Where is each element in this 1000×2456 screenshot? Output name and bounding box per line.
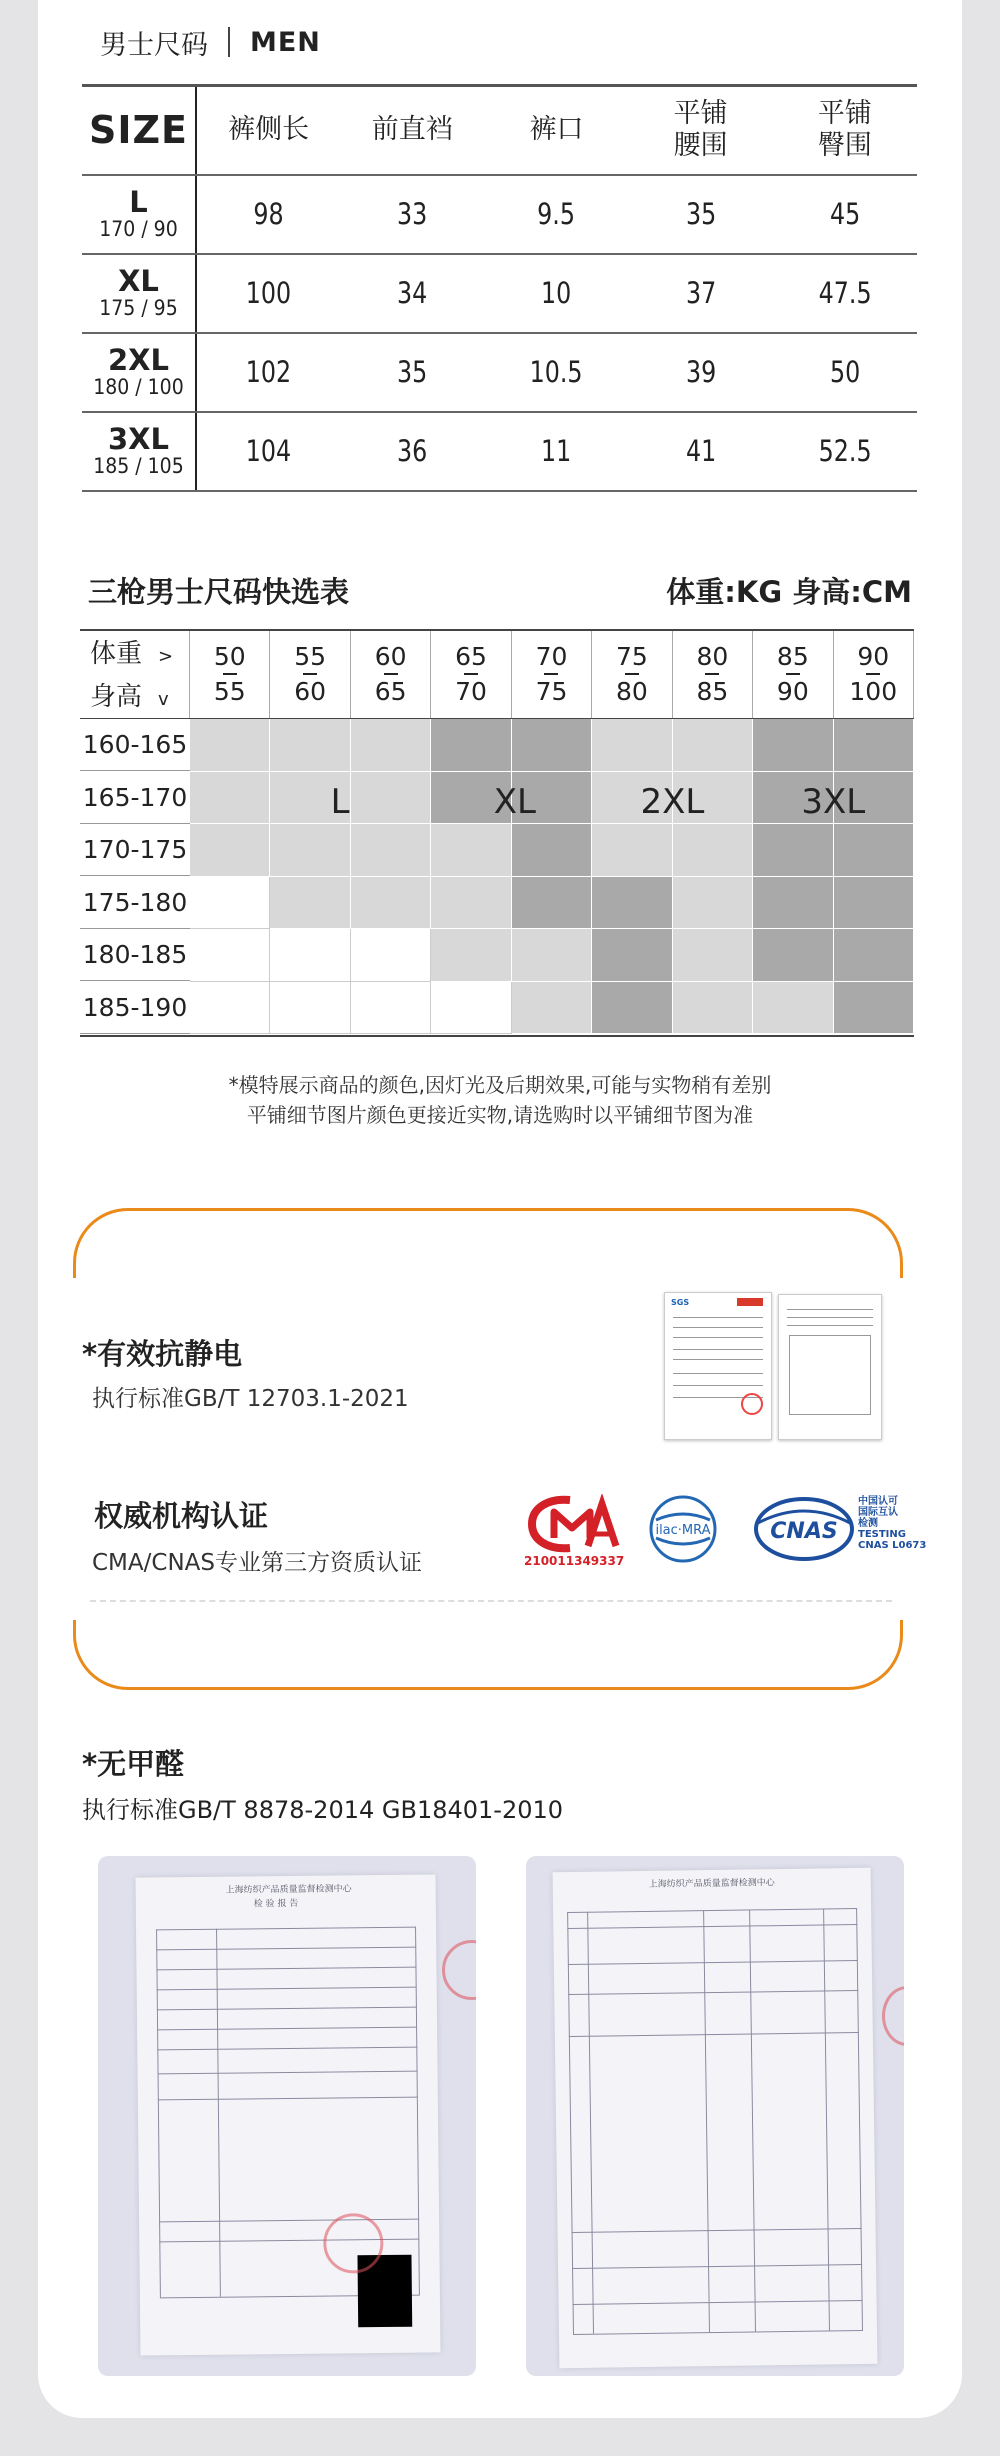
measure-column-header: 平铺 腰围 — [629, 86, 773, 175]
weight-min: 70 — [535, 642, 568, 671]
measure-value: 37 — [642, 254, 760, 333]
weight-range-header — [270, 630, 350, 719]
grid-corner — [80, 630, 190, 719]
measure-value: 45 — [786, 175, 904, 254]
weight-label: 体重 — [90, 639, 143, 669]
height-range-label: 180-185 — [80, 929, 190, 981]
weight-max: 85 — [696, 677, 729, 706]
measure-value: 35 — [642, 175, 760, 254]
measure-value: 10 — [497, 254, 615, 333]
size-fit: 175 / 95 — [99, 296, 178, 320]
size-cell — [351, 824, 431, 877]
size-fit: 170 / 90 — [99, 217, 178, 241]
orange-frame-top — [73, 1208, 903, 1278]
weight-min: 75 — [616, 642, 648, 671]
red-seal-icon — [741, 1393, 763, 1415]
measure-column-header: 前直裆 — [340, 86, 484, 175]
size-table-body — [82, 175, 917, 491]
weight-arrow-icon: > — [158, 646, 174, 667]
height-range-label: 170-175 — [80, 824, 190, 876]
size-cell — [351, 929, 431, 982]
size-cell — [512, 719, 592, 772]
size-fit: 185 / 105 — [93, 454, 184, 478]
height-range-label: 175-180 — [80, 877, 190, 929]
header-cn: 男士尺码 — [100, 29, 208, 61]
size-column-header: SIZE — [82, 86, 196, 175]
grid-rule — [80, 629, 914, 631]
size-zone-label: 3XL — [801, 782, 866, 822]
weight-range-header — [431, 630, 511, 719]
cert-desc: CMA/CNAS专业第三方资质认证 — [92, 1550, 422, 1576]
weight-min: 80 — [696, 642, 729, 671]
size-cell — [512, 929, 592, 982]
weight-min: 60 — [374, 642, 407, 671]
weight-min: 90 — [857, 642, 890, 671]
size-cell — [190, 877, 270, 930]
cma-logo-icon — [524, 1494, 620, 1556]
size-cell — [351, 982, 431, 1035]
weight-max: 75 — [535, 677, 568, 706]
size-cell — [592, 719, 672, 772]
measure-value: 34 — [353, 254, 471, 333]
weight-max: 90 — [776, 677, 809, 706]
size-cell — [82, 254, 196, 333]
measure-value: 52.5 — [786, 412, 904, 491]
size-cell — [753, 877, 833, 930]
size-cell — [673, 719, 753, 772]
measure-value: 39 — [642, 333, 760, 412]
ilac-logo-icon — [648, 1494, 718, 1564]
weight-min: 55 — [294, 642, 327, 671]
weight-max: 70 — [455, 677, 487, 706]
size-cell — [834, 929, 914, 982]
red-seal-icon — [882, 1986, 904, 2046]
size-cell — [270, 982, 350, 1035]
antistatic-standard: 执行标准GB/T 12703.1-2021 — [92, 1386, 409, 1412]
height-range-label: 165-170 — [80, 772, 190, 824]
size-table-header — [82, 86, 917, 175]
size-row — [82, 333, 917, 412]
disclaimer — [0, 1070, 1000, 1130]
weight-max: 100 — [849, 677, 898, 706]
size-row — [82, 175, 917, 254]
sgs-logo-icon: SGS — [671, 1298, 690, 1307]
grid-rule — [80, 718, 914, 719]
quick-select-unit: 体重:KG 身高:CM — [666, 575, 912, 609]
weight-range-header — [753, 630, 833, 719]
svg-text:ilac·MRA: ilac·MRA — [655, 1523, 711, 1538]
measure-value: 102 — [209, 333, 327, 412]
measure-value: 11 — [497, 412, 615, 491]
weight-range-header — [190, 630, 270, 719]
size-cell — [753, 929, 833, 982]
size-cell — [190, 719, 270, 772]
antistatic-report-image-2 — [778, 1294, 882, 1440]
antistatic-report-image-1 — [664, 1292, 772, 1440]
size-cell — [351, 719, 431, 772]
measure-value: 35 — [353, 333, 471, 412]
weight-min: 65 — [455, 642, 487, 671]
size-cell — [82, 175, 196, 254]
size-cell — [834, 877, 914, 930]
size-label: 2XL — [107, 343, 170, 377]
size-cell — [673, 982, 753, 1035]
size-cell — [834, 982, 914, 1035]
size-cell — [82, 412, 196, 491]
cert-title: 权威机构认证 — [94, 1499, 269, 1533]
measure-column-header: 裤侧长 — [196, 86, 340, 175]
size-fit: 180 / 100 — [93, 375, 184, 399]
orange-frame-bottom — [73, 1620, 903, 1690]
measure-value: 50 — [786, 333, 904, 412]
formaldehyde-standard: 执行标准GB/T 8878-2014 GB18401-2010 — [82, 1796, 564, 1824]
size-zone-label: XL — [493, 782, 536, 822]
red-seal-icon — [442, 1940, 476, 2000]
measure-value: 10.5 — [497, 333, 615, 412]
size-cell — [512, 982, 592, 1035]
size-cell — [190, 772, 270, 825]
formaldehyde-title: *无甲醛 — [82, 1747, 185, 1781]
size-cell — [270, 877, 350, 930]
test-report-photo-left: 上海纺织产品质量监督检测中心 检 验 报 告 — [98, 1856, 476, 2376]
weight-max: 60 — [294, 677, 327, 706]
measure-value: 9.5 — [497, 175, 615, 254]
cnas-logo-icon — [752, 1494, 856, 1564]
size-cell — [190, 824, 270, 877]
size-cell — [834, 719, 914, 772]
red-seal-icon — [323, 2213, 384, 2274]
header-en: MEN — [250, 26, 321, 58]
measure-value: 41 — [642, 412, 760, 491]
height-range-label: 160-165 — [80, 719, 190, 771]
measure-column-header: 裤口 — [484, 86, 628, 175]
height-range-label: 185-190 — [80, 982, 190, 1034]
disclaimer-line-2: 平铺细节图片颜色更接近实物,请选购时以平铺细节图为准 — [246, 1103, 754, 1127]
size-label: L — [129, 185, 148, 219]
weight-range-header — [351, 630, 431, 719]
size-cell — [431, 719, 511, 772]
size-cell — [270, 929, 350, 982]
size-label: XL — [118, 264, 159, 298]
weight-range-header — [592, 630, 672, 719]
measure-value: 47.5 — [786, 254, 904, 333]
size-cell — [673, 877, 753, 930]
measure-value: 100 — [209, 254, 327, 333]
size-cell — [592, 929, 672, 982]
measure-value: 98 — [209, 175, 327, 254]
size-zone-label: 2XL — [640, 782, 705, 822]
weight-min: 85 — [776, 642, 809, 671]
dashed-divider — [90, 1600, 892, 1602]
weight-range-header — [834, 630, 914, 719]
measure-column-header: 平铺 臀围 — [773, 86, 917, 175]
size-cell — [270, 719, 350, 772]
size-cell — [431, 929, 511, 982]
cnas-text: 中国认可 国际互认 检测 TESTING CNAS L0673 — [858, 1496, 927, 1551]
test-report-photo-right: 上海纺织产品质量监督检测中心 — [526, 1856, 904, 2376]
size-quick-select-grid — [80, 630, 914, 1036]
size-cell — [190, 982, 270, 1035]
size-zone-label: L — [330, 782, 350, 822]
measure-value: 33 — [353, 175, 471, 254]
disclaimer-line-1: *模特展示商品的颜色,因灯光及后期效果,可能与实物稍有差别 — [228, 1073, 772, 1097]
svg-text:CNAS: CNAS — [770, 1519, 838, 1544]
size-cell — [351, 877, 431, 930]
weight-max: 55 — [213, 677, 246, 706]
size-cell — [512, 877, 592, 930]
size-cell — [82, 333, 196, 412]
size-cell — [190, 929, 270, 982]
weight-range-header — [512, 630, 592, 719]
cma-number: 210011349337 — [524, 1554, 625, 1568]
height-label: 身高 — [90, 682, 143, 712]
size-label: 3XL — [107, 422, 170, 456]
size-row — [82, 412, 917, 491]
weight-max: 65 — [374, 677, 407, 706]
antistatic-title: *有效抗静电 — [82, 1337, 243, 1371]
measure-value: 104 — [209, 412, 327, 491]
weight-range-header — [673, 630, 753, 719]
size-cell — [592, 877, 672, 930]
header-divider — [228, 27, 230, 57]
size-cell — [351, 772, 431, 825]
size-row — [82, 254, 917, 333]
quick-select-title: 三枪男士尺码快选表 — [88, 575, 350, 609]
weight-min: 50 — [213, 642, 246, 671]
size-cell — [431, 877, 511, 930]
height-arrow-icon: v — [158, 689, 169, 710]
size-cell — [753, 719, 833, 772]
size-table — [82, 84, 917, 492]
size-cell — [431, 982, 511, 1035]
section-header — [100, 22, 321, 62]
report-logo-icon — [737, 1298, 763, 1306]
size-cell — [592, 982, 672, 1035]
size-cell — [673, 929, 753, 982]
grid-rule — [80, 1035, 914, 1037]
measure-value: 36 — [353, 412, 471, 491]
size-cell — [753, 982, 833, 1035]
weight-max: 80 — [616, 677, 648, 706]
